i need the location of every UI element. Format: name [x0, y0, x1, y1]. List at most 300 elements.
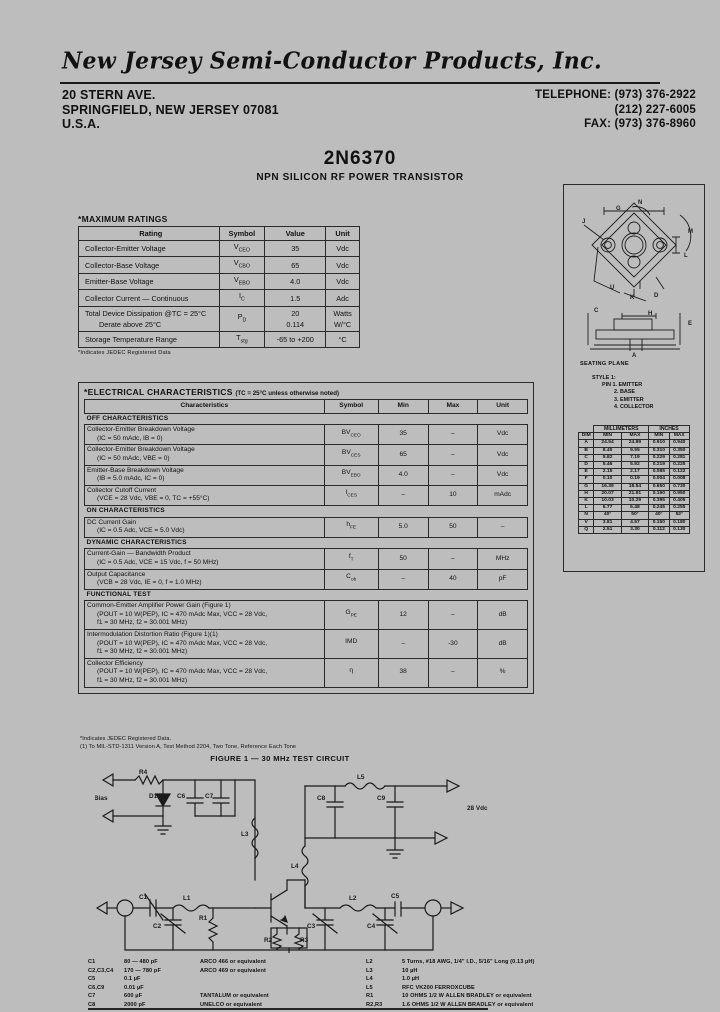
rating-unit: Vdc — [326, 273, 360, 289]
rating-value: 4.0 — [265, 273, 326, 289]
rating-label-sub: Derate above 25°C — [99, 319, 162, 329]
style-pin-4: 4. COLLECTOR — [614, 403, 654, 410]
sym-main: BV — [341, 469, 351, 477]
dim-letter: K — [579, 498, 594, 505]
label-r2: R2 — [264, 937, 273, 944]
electrical-footnotes — [80, 736, 520, 751]
col-symbol: Symbol — [324, 400, 378, 414]
sym-sub: EBO — [238, 280, 250, 287]
unit-value: % — [478, 658, 528, 687]
legend-row — [88, 958, 633, 967]
legend-ref: C1 — [88, 959, 96, 965]
dim-in-max: 0.940 — [669, 440, 689, 447]
symbol-cell — [324, 445, 378, 465]
dim-label-l: L — [684, 253, 688, 259]
dim-label-d: D — [654, 293, 659, 299]
table-row — [85, 549, 528, 569]
rating-unit-derate: W/°C — [334, 319, 352, 329]
characteristic-cell — [85, 601, 325, 630]
sym-main: V — [233, 274, 239, 284]
header-divider — [60, 82, 660, 84]
dim-row — [579, 469, 690, 476]
symbol-cell — [324, 569, 378, 589]
address-line-2: SPRINGFIELD, NEW JERSEY 07081 — [62, 102, 279, 117]
legend-desc: ARCO 466 or equivalent — [200, 959, 266, 965]
group-header-row — [85, 505, 528, 517]
electrical-characteristics-table — [84, 399, 528, 688]
characteristic-condition: (POUT = 10 W(PEP), IC = 470 mAdc Max, VCC = 28 Vdc, — [97, 639, 268, 647]
label-r3: R3 — [300, 937, 309, 944]
characteristic-name: Current-Gain — Bandwidth Product — [87, 550, 191, 558]
elec-title-text: *ELECTRICAL CHARACTERISTICS — [84, 387, 233, 397]
symbol-cell — [324, 658, 378, 687]
max-value: 10 — [428, 485, 478, 505]
col-rating: Rating — [79, 227, 220, 241]
rating-unit: Vdc — [326, 257, 360, 273]
characteristic-name: Intermodulation Distortion Ratio (Figure 1)(1) — [87, 631, 218, 639]
dim-col-mm-max: MAX — [621, 433, 648, 440]
dim-letter: A — [579, 440, 594, 447]
dim-in-max: 0.255 — [669, 505, 689, 512]
legend-value: 170 — 780 pF — [124, 967, 161, 974]
rating-label: Collector Current — Continuous — [79, 290, 220, 306]
label-l5: L5 — [357, 774, 365, 781]
dim-row — [579, 440, 690, 447]
maximum-ratings-table — [78, 226, 360, 348]
elec-conditions-text: (TC = 25°C unless otherwise noted) — [235, 390, 340, 397]
unit-value: mAdc — [478, 485, 528, 505]
characteristic-name: Output Capacitance — [87, 570, 146, 578]
dim-col-mm-min: MIN — [594, 433, 621, 440]
dim-letter: D — [579, 462, 594, 469]
legend-row — [88, 984, 633, 993]
legend-value: 10 OHMS 1/2 W ALLEN BRADLEY or equivalent — [402, 993, 532, 1000]
dim-col-in-min: MIN — [649, 433, 669, 440]
max-value: 40 — [428, 569, 478, 589]
legend-ref: C5 — [88, 976, 96, 983]
sym-sub: T — [350, 557, 354, 563]
dim-mm-min: 40° — [594, 512, 621, 519]
rating-label: Total Device Dissipation @TC = 25°C — [85, 308, 207, 318]
dim-mm-max: 10.29 — [621, 498, 648, 505]
legend-ref: L4 — [366, 976, 373, 983]
legend-value: 0.01 µF — [124, 984, 144, 991]
sym-sub: D — [242, 317, 247, 324]
dim-mm-max: 21.91 — [621, 490, 648, 497]
characteristic-name: Common-Emitter Amplifier Power Gain (Figure 1) — [87, 602, 231, 610]
sym-main: G — [345, 609, 351, 617]
characteristic-condition: (POUT = 10 W(PEP), IC = 470 mAdc Max, VCC = 28 Vdc, — [97, 610, 268, 618]
characteristic-condition: (IB = 5.0 mAdc, IC = 0) — [97, 475, 165, 483]
sym-main: I — [238, 291, 242, 301]
unit-value: dB — [478, 601, 528, 630]
style-title: STYLE 1: — [592, 375, 616, 381]
package-dimension-table — [578, 425, 690, 534]
dim-mm-min: 10.03 — [594, 498, 621, 505]
dim-unit-in: INCHES — [649, 426, 690, 433]
maximum-ratings-footnote: *Indicates JEDEC Registered Data — [78, 350, 171, 357]
table-row — [85, 425, 528, 445]
label-c2: C2 — [153, 923, 162, 930]
characteristic-cell — [85, 517, 325, 537]
legend-desc: TANTALUM or equivalent — [200, 993, 269, 1000]
sym-main: T — [236, 332, 241, 342]
table-row — [85, 630, 528, 659]
dim-in-max: 0.130 — [669, 526, 689, 533]
dim-mm-max: 9.55 — [621, 447, 648, 454]
legend-desc: UNELCO or equivalent — [200, 1001, 262, 1008]
dim-mm-min: 5.82 — [594, 454, 621, 461]
rating-value: 1.5 — [265, 290, 326, 306]
symbol-cell — [324, 517, 378, 537]
sym-sub: CES — [350, 453, 361, 459]
seating-plane-label: SEATING PLANE — [580, 361, 629, 367]
characteristic-condition: (VCE = 28 Vdc, VBE = 0, TC = +55°C) — [97, 495, 210, 503]
sym-main: I — [345, 489, 348, 497]
dim-in-min: 40° — [649, 512, 669, 519]
electrical-characteristics-block — [78, 382, 534, 694]
footnote-jedec: *Indicates JEDEC Registered Data. — [80, 736, 172, 742]
legend-ref: C8 — [88, 1001, 96, 1008]
label-r4: R4 — [139, 769, 148, 776]
rating-symbol — [219, 306, 265, 331]
dim-header-row — [579, 433, 690, 440]
characteristic-condition: (VCB = 28 Vdc, IE = 0, f = 1.0 MHz) — [97, 579, 202, 587]
dim-mm-max: 6.48 — [621, 505, 648, 512]
dim-in-min: 0.910 — [649, 440, 669, 447]
telephone-line: TELEPHONE: (973) 376-2922 — [535, 89, 696, 101]
package-outline-panel — [563, 184, 705, 572]
sym-main: h — [346, 521, 350, 529]
legend-ref: C2,C3,C4 — [88, 967, 114, 974]
label-supply: 28 Vdc — [467, 805, 488, 812]
dim-row — [579, 483, 690, 490]
group-header-row — [85, 413, 528, 425]
dim-row — [579, 526, 690, 533]
dim-label-j: J — [582, 219, 586, 225]
part-number: 2N6370 — [323, 148, 397, 169]
rating-value: 65 — [265, 257, 326, 273]
unit-value: MHz — [478, 549, 528, 569]
legend-ref: R1 — [366, 993, 374, 1000]
characteristic-name: Collector-Emitter Breakdown Voltage — [87, 446, 195, 454]
legend-ref: R2,R3 — [366, 1001, 383, 1008]
label-r1: R1 — [199, 915, 208, 922]
legend-desc: ARCO 469 or equivalent — [200, 967, 266, 974]
symbol-cell — [324, 485, 378, 505]
legend-value: 1.6 OHMS 1/2 W ALLEN BRADLEY or equivalent — [402, 1001, 534, 1008]
symbol-cell — [324, 425, 378, 445]
characteristic-condition-2: f1 = 30 MHz, f2 = 30.001 MHz) — [97, 619, 188, 627]
label-d1: D1 — [149, 793, 158, 800]
dim-in-min: 0.310 — [649, 447, 669, 454]
dim-in-min: 0.650 — [649, 483, 669, 490]
rating-label: Collector-Base Voltage — [79, 257, 220, 273]
rating-symbol — [219, 331, 265, 347]
dim-row — [579, 447, 690, 454]
label-l3: L3 — [241, 831, 249, 838]
sym-main: f — [348, 552, 351, 560]
component-legend-table — [88, 958, 633, 1010]
dim-label-g: G — [616, 206, 621, 212]
dim-row — [579, 454, 690, 461]
table-row — [79, 241, 360, 257]
legend-value: 10 µH — [402, 967, 418, 974]
address-line-1: 20 STERN AVE. — [62, 88, 156, 102]
package-style-block — [592, 375, 653, 411]
min-value: 35 — [378, 425, 428, 445]
dim-mm-max: 50° — [621, 512, 648, 519]
legend-value: RFC VK200 FERROXCUBE — [402, 984, 475, 991]
table-header-row — [85, 400, 528, 414]
col-characteristics: Characteristics — [85, 400, 325, 414]
sym-main: BV — [341, 428, 351, 436]
rating-symbol — [219, 241, 265, 257]
dim-letter: C — [579, 454, 594, 461]
sym-sub: CEO — [238, 247, 251, 254]
characteristic-cell — [85, 485, 325, 505]
sym-main: P — [237, 312, 243, 322]
table-row — [85, 601, 528, 630]
characteristic-cell — [85, 445, 325, 465]
component-legend — [88, 958, 633, 1010]
sym-sub: C — [241, 296, 245, 303]
dim-in-max: 0.950 — [669, 490, 689, 497]
rating-unit-group — [326, 306, 360, 331]
dim-row — [579, 519, 690, 526]
min-value: 65 — [378, 445, 428, 465]
legend-value: 80 — 480 pF — [124, 959, 158, 965]
characteristic-condition: (IC = 50 mAdc, VBE = 0) — [97, 454, 170, 462]
dim-letter: V — [579, 519, 594, 526]
legend-value: 2000 pF — [124, 1001, 146, 1008]
company-address — [62, 88, 279, 132]
col-unit: Unit — [478, 400, 528, 414]
legend-row — [88, 975, 633, 984]
dim-letter: H — [579, 490, 594, 497]
label-l4: L4 — [291, 863, 299, 870]
dim-in-min: 0.150 — [649, 519, 669, 526]
sym-sub: CES — [347, 493, 358, 499]
min-value: 12 — [378, 601, 428, 630]
characteristic-name: Collector Cutoff Current — [87, 486, 157, 494]
characteristic-condition: (IC = 0.5 Adc, VCE = 5.0 Vdc) — [97, 527, 185, 535]
style-pin-2: 2. BASE — [614, 389, 635, 396]
dim-label-m: M — [688, 229, 693, 235]
dim-in-min: 0.112 — [649, 526, 669, 533]
dim-label-n: N — [638, 200, 643, 206]
label-c6: C6 — [177, 793, 186, 800]
dim-in-max: 0.405 — [669, 498, 689, 505]
table-header-row — [79, 227, 360, 241]
group-label: DYNAMIC CHARACTERISTICS — [85, 537, 528, 549]
symbol-cell — [324, 549, 378, 569]
rating-unit: Watts — [333, 308, 352, 318]
dim-row — [579, 505, 690, 512]
sym-main: BV — [341, 449, 351, 457]
label-l2: L2 — [349, 895, 357, 902]
symbol-cell — [324, 630, 378, 659]
label-c8: C8 — [317, 795, 326, 802]
characteristic-cell — [85, 569, 325, 589]
circuit-schematic-icon — [95, 768, 555, 953]
characteristic-condition-2: f1 = 30 MHz, f2 = 30.001 MHz) — [97, 648, 188, 656]
table-row — [85, 517, 528, 537]
dim-in-max: 0.122 — [669, 469, 689, 476]
dim-in-max: 0.730 — [669, 483, 689, 490]
dim-in-min: 0.085 — [649, 469, 669, 476]
characteristic-name: Collector Efficiency — [87, 659, 143, 667]
label-c1: C1 — [139, 894, 148, 901]
characteristic-condition-2: f1 = 30 MHz, f2 = 30.001 MHz) — [97, 677, 188, 685]
dim-in-max: 0.281 — [669, 454, 689, 461]
dim-row — [579, 512, 690, 519]
col-value: Value — [265, 227, 326, 241]
dim-in-min: 0.395 — [649, 498, 669, 505]
symbol-cell — [324, 465, 378, 485]
rating-value: 35 — [265, 241, 326, 257]
max-value: 50 — [428, 517, 478, 537]
dim-mm-max: 18.54 — [621, 483, 648, 490]
max-value: – — [428, 425, 478, 445]
col-unit: Unit — [326, 227, 360, 241]
unit-value: pF — [478, 569, 528, 589]
legend-row — [88, 967, 633, 976]
table-row — [79, 273, 360, 289]
legend-ref: L2 — [366, 959, 373, 965]
legend-value: 600 µF — [124, 993, 143, 1000]
test-circuit-diagram — [95, 768, 555, 958]
dim-mm-min: 24.54 — [594, 440, 621, 447]
dim-mm-max: 24.89 — [621, 440, 648, 447]
group-label: ON CHARACTERISTICS — [85, 505, 528, 517]
min-value: 38 — [378, 658, 428, 687]
dim-mm-min: 8.40 — [594, 447, 621, 454]
min-value: – — [378, 485, 428, 505]
legend-ref: L3 — [366, 967, 373, 974]
table-row — [79, 290, 360, 306]
legend-desc — [200, 975, 352, 984]
dim-letter: N — [579, 512, 594, 519]
max-value: – — [428, 445, 478, 465]
group-header-row — [85, 589, 528, 601]
rating-symbol — [219, 273, 265, 289]
dim-in-min: 0.229 — [649, 454, 669, 461]
dim-mm-max: 4.57 — [621, 519, 648, 526]
dim-in-max: 0.008 — [669, 476, 689, 483]
dim-mm-min: 0.10 — [594, 476, 621, 483]
dim-label-e: E — [688, 321, 693, 327]
rating-label: Storage Temperature Range — [79, 331, 220, 347]
dim-in-max: 0.180 — [669, 519, 689, 526]
package-drawing-icon — [564, 185, 704, 365]
legend-ref: L5 — [366, 984, 373, 991]
col-max: Max — [428, 400, 478, 414]
dim-letter: F — [579, 476, 594, 483]
col-min: Min — [378, 400, 428, 414]
group-header-row — [85, 537, 528, 549]
sym-sub: stg — [240, 338, 248, 345]
characteristic-cell — [85, 630, 325, 659]
dim-row — [579, 476, 690, 483]
characteristic-condition: (IC = 0.5 Adc, VCE = 15 Vdc, f = 50 MHz) — [97, 558, 219, 566]
dim-label-u: U — [610, 285, 615, 291]
dim-unit-mm: MILLIMETERS — [594, 426, 649, 433]
footnote-mil-std: (1) To MIL-STD-1311 Version A, Test Method 2204, Two Tone, Reference Each Tone — [80, 743, 297, 750]
dim-letter: L — [579, 505, 594, 512]
label-bias: Bias — [95, 795, 108, 802]
maximum-ratings-block — [78, 214, 360, 356]
rating-value-derate: 0.114 — [286, 319, 305, 329]
dim-letter: Q — [579, 526, 594, 533]
rating-label-group — [79, 306, 220, 331]
dim-mm-min: 3.81 — [594, 519, 621, 526]
dim-col-in-max: MAX — [669, 433, 689, 440]
min-value: 50 — [378, 549, 428, 569]
legend-row — [88, 992, 633, 1001]
dim-in-min: 0.004 — [649, 476, 669, 483]
dim-label-c: C — [594, 308, 599, 314]
dim-mm-min: 2.51 — [594, 526, 621, 533]
characteristic-condition: (POUT = 10 W(PEP), IC = 470 mAdc Max, VCC = 28 Vdc, — [97, 668, 268, 676]
dim-label-k: K — [630, 295, 635, 301]
unit-value: Vdc — [478, 425, 528, 445]
symbol-cell — [324, 601, 378, 630]
company-logo: New Jersey Semi-Conductor Products, Inc. — [62, 46, 603, 76]
label-c3: C3 — [307, 923, 316, 930]
legend-ref: C6,C9 — [88, 984, 105, 991]
dim-letter: E — [579, 469, 594, 476]
table-row — [79, 331, 360, 347]
group-label: FUNCTIONAL TEST — [85, 589, 528, 601]
rating-symbol — [219, 257, 265, 273]
dim-row — [579, 490, 690, 497]
unit-value: Vdc — [478, 445, 528, 465]
fax-line: FAX: (973) 376-8960 — [584, 118, 696, 130]
rating-label: Emitter-Base Voltage — [79, 273, 220, 289]
table-row — [85, 658, 528, 687]
table-row — [79, 306, 360, 331]
sym-main: IMD — [345, 638, 358, 645]
unit-value: – — [478, 517, 528, 537]
dim-row — [579, 462, 690, 469]
dim-in-max: 52° — [669, 512, 689, 519]
label-c5: C5 — [391, 893, 400, 900]
sym-sub: FE — [350, 525, 357, 531]
rating-unit: Adc — [326, 290, 360, 306]
rating-unit: Vdc — [326, 241, 360, 257]
dim-col-dim: DIM — [579, 433, 594, 440]
style-pin-1: PIN 1. EMITTER — [602, 382, 643, 389]
part-description: NPN SILICON RF POWER TRANSISTOR — [256, 172, 464, 183]
rating-value: -65 to +200 — [265, 331, 326, 347]
legend-desc — [200, 984, 352, 993]
table-row — [79, 257, 360, 273]
characteristic-condition: (IC = 50 mAdc, IB = 0) — [97, 434, 163, 442]
rating-unit: °C — [326, 331, 360, 347]
characteristic-name: DC Current Gain — [87, 518, 137, 526]
max-value: – — [428, 549, 478, 569]
sym-main: η — [349, 666, 354, 674]
label-c4: C4 — [367, 923, 376, 930]
telephone-alt-line: (212) 227-6005 — [614, 103, 696, 116]
dim-label-a: A — [632, 353, 637, 359]
label-l1: L1 — [183, 895, 191, 902]
sym-sub: ob — [350, 577, 357, 583]
max-value: -30 — [428, 630, 478, 659]
table-row — [85, 485, 528, 505]
dim-mm-min: 20.07 — [594, 490, 621, 497]
